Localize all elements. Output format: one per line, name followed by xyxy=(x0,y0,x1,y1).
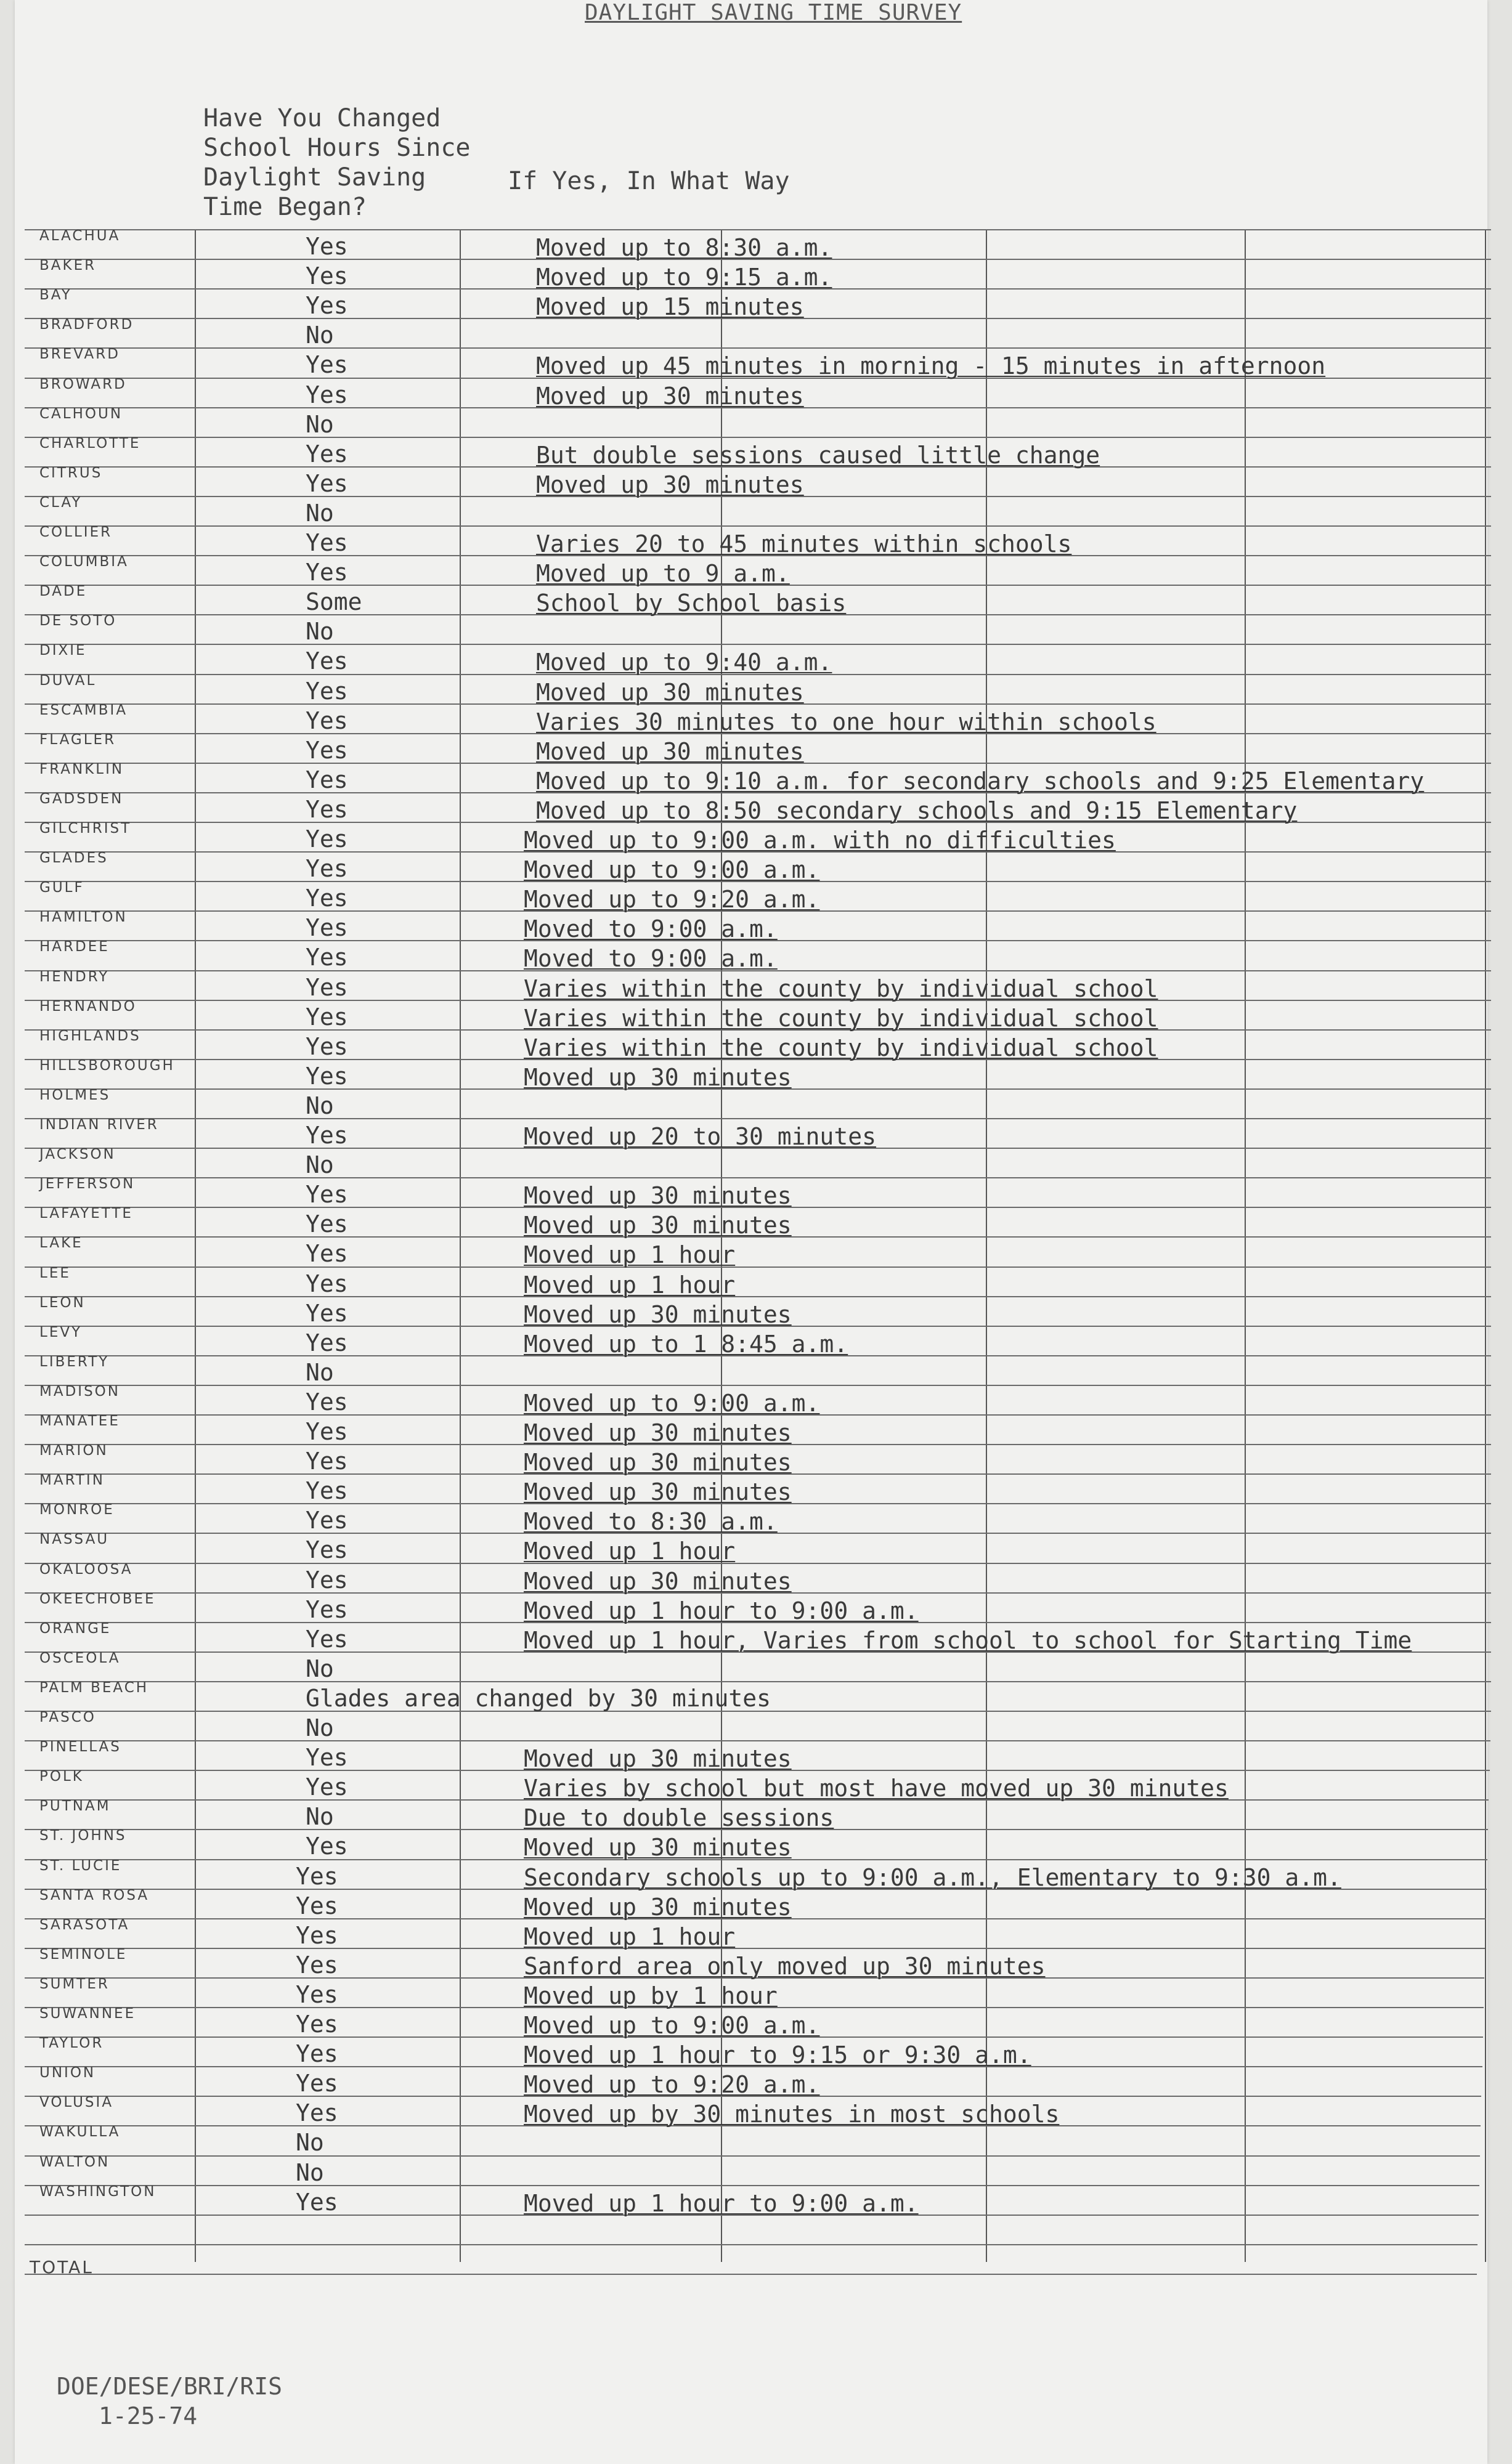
change-description: Moved up 30 minutes xyxy=(524,1834,792,1861)
change-description: Moved up to 9:00 a.m. xyxy=(524,856,820,883)
table-row xyxy=(25,466,1491,496)
change-description: Moved up 30 minutes xyxy=(536,471,804,498)
answer-value: Yes xyxy=(306,1003,348,1031)
answer-value: Glades area changed by 30 minutes xyxy=(306,1685,771,1712)
change-description: Moved up 1 hour xyxy=(524,1538,736,1565)
table-row xyxy=(25,1651,1491,1681)
table-row xyxy=(25,1859,1491,1889)
change-description: Moved up to 9:00 a.m. with no difficulties xyxy=(524,827,1116,854)
answer-value: Yes xyxy=(306,737,348,764)
change-description: Moved up 1 hour xyxy=(524,1241,736,1268)
table-row xyxy=(25,555,1491,585)
table-row xyxy=(25,999,1491,1032)
answer-value: Yes xyxy=(306,559,348,586)
county-name: MONROE xyxy=(39,1502,115,1518)
change-description: Moved up 1 hour xyxy=(524,1271,736,1299)
answer-value: Yes xyxy=(306,885,348,912)
table-row xyxy=(25,1414,1491,1444)
answer-value: Yes xyxy=(306,440,348,468)
table-row xyxy=(25,733,1491,763)
change-description: Moved up 30 minutes xyxy=(524,1745,792,1772)
county-name: JACKSON xyxy=(39,1146,116,1162)
question-heading-line: Have You Changed xyxy=(203,104,441,132)
county-name: SUWANNEE xyxy=(39,2006,136,2022)
table-row xyxy=(25,940,1491,970)
county-name: ST. LUCIE xyxy=(39,1858,122,1874)
table-row xyxy=(25,1592,1491,1622)
table-row xyxy=(25,1977,1491,2007)
question-heading-line: Daylight Saving xyxy=(203,163,426,192)
table-row xyxy=(25,1531,1491,1565)
table-row xyxy=(25,1296,1491,1326)
county-name: SUMTER xyxy=(39,1976,110,1992)
answer-value: No xyxy=(306,1655,334,1682)
change-description: Moved up to 8:30 a.m. xyxy=(536,234,832,261)
table-row xyxy=(25,525,1491,555)
change-description: Moved up 30 minutes xyxy=(524,1894,792,1921)
county-name: VOLUSIA xyxy=(39,2094,114,2110)
answer-value: Yes xyxy=(306,1210,348,1238)
answer-value: Yes xyxy=(306,974,348,1001)
county-name: GLADES xyxy=(39,850,108,866)
table-row xyxy=(25,1324,1491,1358)
county-name: GULF xyxy=(39,880,84,896)
change-description: Moved up 30 minutes xyxy=(536,679,804,706)
county-name: LEVY xyxy=(39,1324,83,1340)
table-row xyxy=(25,1711,1491,1740)
county-name: DUVAL xyxy=(39,673,97,689)
answer-value: Yes xyxy=(296,2189,338,2216)
table-row xyxy=(25,1472,1491,1506)
answer-value: Yes xyxy=(306,647,348,675)
change-description: Moved up to 9:20 a.m. xyxy=(524,2071,820,2098)
answer-value: No xyxy=(306,1359,334,1386)
change-description: Moved up 30 minutes xyxy=(524,1449,792,1476)
change-description: Moved up 30 minutes xyxy=(524,1301,792,1328)
table-row xyxy=(25,614,1491,644)
table-row xyxy=(25,1503,1491,1533)
table-row xyxy=(25,910,1491,940)
change-description: Varies within the county by individual school xyxy=(524,975,1158,1002)
change-description: Varies within the county by individual school xyxy=(524,1005,1158,1032)
table-row xyxy=(25,1681,1491,1711)
county-name: PINELLAS xyxy=(39,1739,121,1755)
change-description: Moved up 1 hour to 9:15 or 9:30 a.m. xyxy=(524,2041,1031,2069)
answer-value: Yes xyxy=(306,855,348,882)
answer-value: No xyxy=(306,500,334,527)
change-description: Moved up 15 minutes xyxy=(536,293,804,320)
answer-value: No xyxy=(306,618,334,645)
table-row xyxy=(25,229,1491,259)
county-name: WASHINGTON xyxy=(39,2184,156,2200)
county-name: DADE xyxy=(39,583,87,599)
table-row xyxy=(25,2185,1491,2215)
table-row xyxy=(25,1828,1491,1861)
change-description: Moved up to 9:20 a.m. xyxy=(524,886,820,913)
table-row xyxy=(25,673,1491,706)
answer-value: No xyxy=(296,2159,324,2186)
answer-value: Yes xyxy=(306,1063,348,1090)
change-description: School by School basis xyxy=(536,590,847,617)
county-name: HAMILTON xyxy=(39,909,128,925)
table-row xyxy=(25,496,1491,525)
county-name: HILLSBOROUGH xyxy=(39,1058,175,1074)
answer-value: Yes xyxy=(306,766,348,793)
county-name: SARASOTA xyxy=(39,1917,130,1933)
answer-value: Yes xyxy=(306,1122,348,1149)
answer-value: No xyxy=(296,2129,324,2156)
table-row xyxy=(25,851,1491,881)
table-row xyxy=(25,436,1491,469)
answer-value: Yes xyxy=(306,914,348,941)
answer-value: Yes xyxy=(306,707,348,734)
change-description: Moved up to 9:00 a.m. xyxy=(524,2012,820,2039)
change-description: Varies by school but most have moved up 30 minutes xyxy=(524,1775,1229,1802)
county-name: FRANKLIN xyxy=(39,761,124,777)
table-row xyxy=(25,318,1491,347)
table-row xyxy=(25,1443,1491,1476)
change-description: Sanford area only moved up 30 minutes xyxy=(524,1953,1046,1980)
change-description: Varies 30 minutes to one hour within schools xyxy=(536,708,1156,736)
table-row xyxy=(25,702,1491,736)
change-description: Moved up 30 minutes xyxy=(524,1568,792,1595)
change-description: Moved up 30 minutes xyxy=(536,383,804,410)
table-row xyxy=(25,1088,1491,1118)
answer-value: Yes xyxy=(306,1507,348,1534)
question-heading-line: School Hours Since xyxy=(203,134,471,162)
table-row xyxy=(25,1769,1491,1802)
table-row xyxy=(25,970,1491,1000)
answer-value: No xyxy=(306,1714,334,1741)
answer-value: Yes xyxy=(306,1773,348,1801)
question-heading xyxy=(203,103,470,222)
county-name: COLLIER xyxy=(39,524,113,540)
table-row xyxy=(25,407,1491,437)
change-description: But double sessions caused little change xyxy=(536,442,1100,469)
table-row xyxy=(25,1887,1491,1921)
answer-value: Yes xyxy=(306,470,348,497)
answer-value: Yes xyxy=(306,1388,348,1416)
change-description: Secondary schools up to 9:00 a.m., Elementary to 9:30 a.m. xyxy=(524,1864,1341,1891)
county-name: LEE xyxy=(39,1265,71,1281)
county-name: HERNANDO xyxy=(39,999,137,1015)
table-row xyxy=(25,1206,1491,1239)
answer-value: Yes xyxy=(306,529,348,556)
table-row xyxy=(25,583,1491,617)
table-row xyxy=(25,761,1491,795)
county-name: ALACHUA xyxy=(39,228,121,244)
question-heading-line: Time Began? xyxy=(203,193,367,221)
table-row xyxy=(25,1947,1491,1980)
county-name: UNION xyxy=(39,2065,96,2081)
county-name: BROWARD xyxy=(39,376,127,392)
county-name: SANTA ROSA xyxy=(39,1887,150,1903)
answer-value: Yes xyxy=(306,825,348,853)
county-name: OSCEOLA xyxy=(39,1650,121,1666)
table-row xyxy=(25,1177,1491,1207)
county-name: WALTON xyxy=(39,2154,110,2170)
table-row xyxy=(25,1148,1491,1177)
change-description: Moved up to 9:10 a.m. for secondary schools and 9:25 Elementary xyxy=(536,768,1425,795)
county-name: CLAY xyxy=(39,495,83,511)
county-name: CITRUS xyxy=(39,465,103,481)
answer-value: No xyxy=(306,322,334,349)
change-description: Varies within the county by individual school xyxy=(524,1034,1158,1061)
answer-value: Yes xyxy=(306,262,348,290)
answer-value: Yes xyxy=(296,2099,338,2126)
answer-value: Yes xyxy=(306,1270,348,1297)
table-row xyxy=(25,1236,1491,1266)
county-name: POLK xyxy=(39,1769,84,1785)
county-name: GADSDEN xyxy=(39,791,124,807)
total-label: TOTAL xyxy=(30,2257,94,2277)
county-name: PALM BEACH xyxy=(39,1680,149,1696)
county-name: DIXIE xyxy=(39,642,87,659)
change-description: Moved up 45 minutes in morning - 15 minutes in afternoon xyxy=(536,352,1326,379)
change-description: Moved up 20 to 30 minutes xyxy=(524,1123,876,1150)
change-description: Varies 20 to 45 minutes within schools xyxy=(536,530,1072,557)
footer-date: 1-25-74 xyxy=(99,2402,198,2430)
change-description: Moved up to 9:15 a.m. xyxy=(536,264,832,291)
answer-value: Yes xyxy=(296,2070,338,2097)
answer-value: Yes xyxy=(296,1981,338,2008)
county-name: NASSAU xyxy=(39,1531,110,1547)
county-name: TAYLOR xyxy=(39,2035,104,2051)
change-description: Moved up by 30 minutes in most schools xyxy=(524,2101,1060,2128)
county-name: BAY xyxy=(39,287,72,303)
change-description: Moved up 30 minutes xyxy=(524,1212,792,1239)
table-row xyxy=(25,1029,1491,1059)
answer-value: Yes xyxy=(306,1033,348,1060)
answer-value: Yes xyxy=(306,1596,348,1623)
county-name: DE SOTO xyxy=(39,613,117,629)
table-row xyxy=(25,1118,1491,1148)
change-description: Moved up to 1 8:45 a.m. xyxy=(524,1331,848,1358)
table-row xyxy=(25,2125,1491,2155)
answer-value: Yes xyxy=(306,292,348,319)
answer-value: Yes xyxy=(306,1626,348,1653)
table-row xyxy=(25,1265,1491,1299)
table-row xyxy=(25,792,1491,822)
county-name: HENDRY xyxy=(39,969,110,985)
answer-value: Yes xyxy=(306,678,348,705)
answer-value: Yes xyxy=(306,1181,348,1208)
table-row xyxy=(25,2035,1491,2069)
county-name: MANATEE xyxy=(39,1413,120,1429)
change-description: Moved up by 1 hour xyxy=(524,1982,778,2009)
county-name: CALHOUN xyxy=(39,406,123,422)
change-description: Moved up 30 minutes xyxy=(524,1478,792,1506)
answer-value: Yes xyxy=(306,1833,348,1860)
answer-value: Yes xyxy=(296,1922,338,1949)
answer-value: Yes xyxy=(306,1448,348,1475)
answer-value: Yes xyxy=(296,2040,338,2067)
answer-value: Yes xyxy=(296,2011,338,2038)
change-description: Moved to 8:30 a.m. xyxy=(524,1508,778,1535)
county-name: LIBERTY xyxy=(39,1354,110,1370)
county-name: PUTNAM xyxy=(39,1798,111,1814)
county-name: BAKER xyxy=(39,257,97,274)
county-name: WAKULLA xyxy=(39,2124,121,2140)
county-name: HIGHLANDS xyxy=(39,1028,141,1044)
change-description: Moved up to 9:40 a.m. xyxy=(536,649,832,676)
answer-value: No xyxy=(306,411,334,438)
table-row xyxy=(25,2006,1491,2039)
county-name: MADISON xyxy=(39,1384,120,1400)
change-description: Moved up 1 hour, Varies from school to school for Starting Time xyxy=(524,1627,1412,1654)
county-name: MARION xyxy=(39,1443,108,1459)
change-description: Due to double sessions xyxy=(524,1804,834,1831)
county-name: BRADFORD xyxy=(39,317,134,333)
table-row xyxy=(25,1918,1491,1948)
table-row xyxy=(25,2094,1491,2128)
change-description: Moved up 1 hour to 9:00 a.m. xyxy=(524,2190,919,2217)
county-name: GILCHRIST xyxy=(39,821,132,837)
table-row xyxy=(25,1058,1491,1091)
answer-value: Yes xyxy=(306,1744,348,1771)
answer-value: Some xyxy=(306,588,362,615)
table-row xyxy=(25,288,1491,318)
table-row xyxy=(25,821,1491,854)
table-row xyxy=(25,257,1491,291)
answer-value: Yes xyxy=(306,1536,348,1563)
county-name: FLAGLER xyxy=(39,732,116,748)
answer-value: Yes xyxy=(306,1329,348,1356)
county-name: ORANGE xyxy=(39,1621,112,1637)
change-description: Moved up 1 hour xyxy=(524,1923,736,1950)
county-name: OKEECHOBEE xyxy=(39,1591,156,1607)
change-description: Moved up 30 minutes xyxy=(536,738,804,765)
answer-value: Yes xyxy=(306,1477,348,1504)
change-description: Moved up 30 minutes xyxy=(524,1182,792,1209)
table-row xyxy=(25,1562,1491,1595)
document-title: DAYLIGHT SAVING TIME SURVEY xyxy=(585,0,962,25)
survey-table xyxy=(25,229,1491,2274)
change-description: Moved to 9:00 a.m. xyxy=(524,945,778,972)
county-name: BREVARD xyxy=(39,346,120,362)
answer-value: Yes xyxy=(306,233,348,260)
change-description: Moved up to 9:00 a.m. xyxy=(524,1390,820,1417)
county-name: OKALOOSA xyxy=(39,1562,133,1578)
followup-heading: If Yes, In What Way xyxy=(508,167,790,195)
county-name: SEMINOLE xyxy=(39,1947,128,1963)
county-name: PASCO xyxy=(39,1709,96,1725)
change-description: Moved up 30 minutes xyxy=(524,1419,792,1446)
county-name: COLUMBIA xyxy=(39,554,129,570)
table-row xyxy=(25,1355,1491,1385)
table-row xyxy=(25,642,1491,676)
answer-value: Yes xyxy=(306,1418,348,1445)
answer-value: No xyxy=(306,1803,334,1830)
row-rule xyxy=(25,2244,1477,2245)
answer-value: Yes xyxy=(306,944,348,971)
answer-value: Yes xyxy=(306,381,348,408)
county-name: JEFFERSON xyxy=(39,1176,136,1192)
table-row xyxy=(25,1799,1491,1829)
answer-value: No xyxy=(306,1151,334,1178)
county-name: INDIAN RIVER xyxy=(39,1117,159,1133)
answer-value: Yes xyxy=(306,1566,348,1594)
answer-value: Yes xyxy=(306,1240,348,1267)
change-description: Moved up 30 minutes xyxy=(524,1064,792,1091)
county-name: MARTIN xyxy=(39,1472,105,1488)
table-row xyxy=(25,2155,1491,2185)
county-name: LEON xyxy=(39,1295,86,1311)
county-name: HARDEE xyxy=(39,939,110,955)
county-name: ESCAMBIA xyxy=(39,702,128,718)
county-name: LAKE xyxy=(39,1235,83,1251)
change-description: Moved to 9:00 a.m. xyxy=(524,915,778,942)
answer-value: Yes xyxy=(296,1951,338,1979)
table-row xyxy=(25,880,1491,913)
county-name: LAFAYETTE xyxy=(39,1206,133,1222)
county-name: CHARLOTTE xyxy=(39,436,141,452)
table-row xyxy=(25,376,1491,410)
table-row xyxy=(25,1740,1491,1770)
answer-value: Yes xyxy=(296,1863,338,1890)
answer-value: Yes xyxy=(306,796,348,823)
table-row xyxy=(25,2066,1491,2096)
footer-office: DOE/DESE/BRI/RIS xyxy=(57,2373,283,2400)
row-rule xyxy=(25,2274,1477,2275)
answer-value: Yes xyxy=(306,351,348,378)
change-description: Moved up 1 hour to 9:00 a.m. xyxy=(524,1597,919,1624)
change-description: Moved up to 8:50 secondary schools and 9:15 Elementary xyxy=(536,797,1298,824)
county-name: HOLMES xyxy=(39,1087,111,1103)
table-row xyxy=(25,1621,1491,1654)
answer-value: Yes xyxy=(306,1300,348,1327)
change-description: Moved up to 9 a.m. xyxy=(536,560,790,587)
answer-value: Yes xyxy=(296,1892,338,1919)
county-name: ST. JOHNS xyxy=(39,1828,127,1844)
table-row xyxy=(25,347,1491,377)
table-row xyxy=(25,1384,1491,1417)
answer-value: No xyxy=(306,1092,334,1119)
